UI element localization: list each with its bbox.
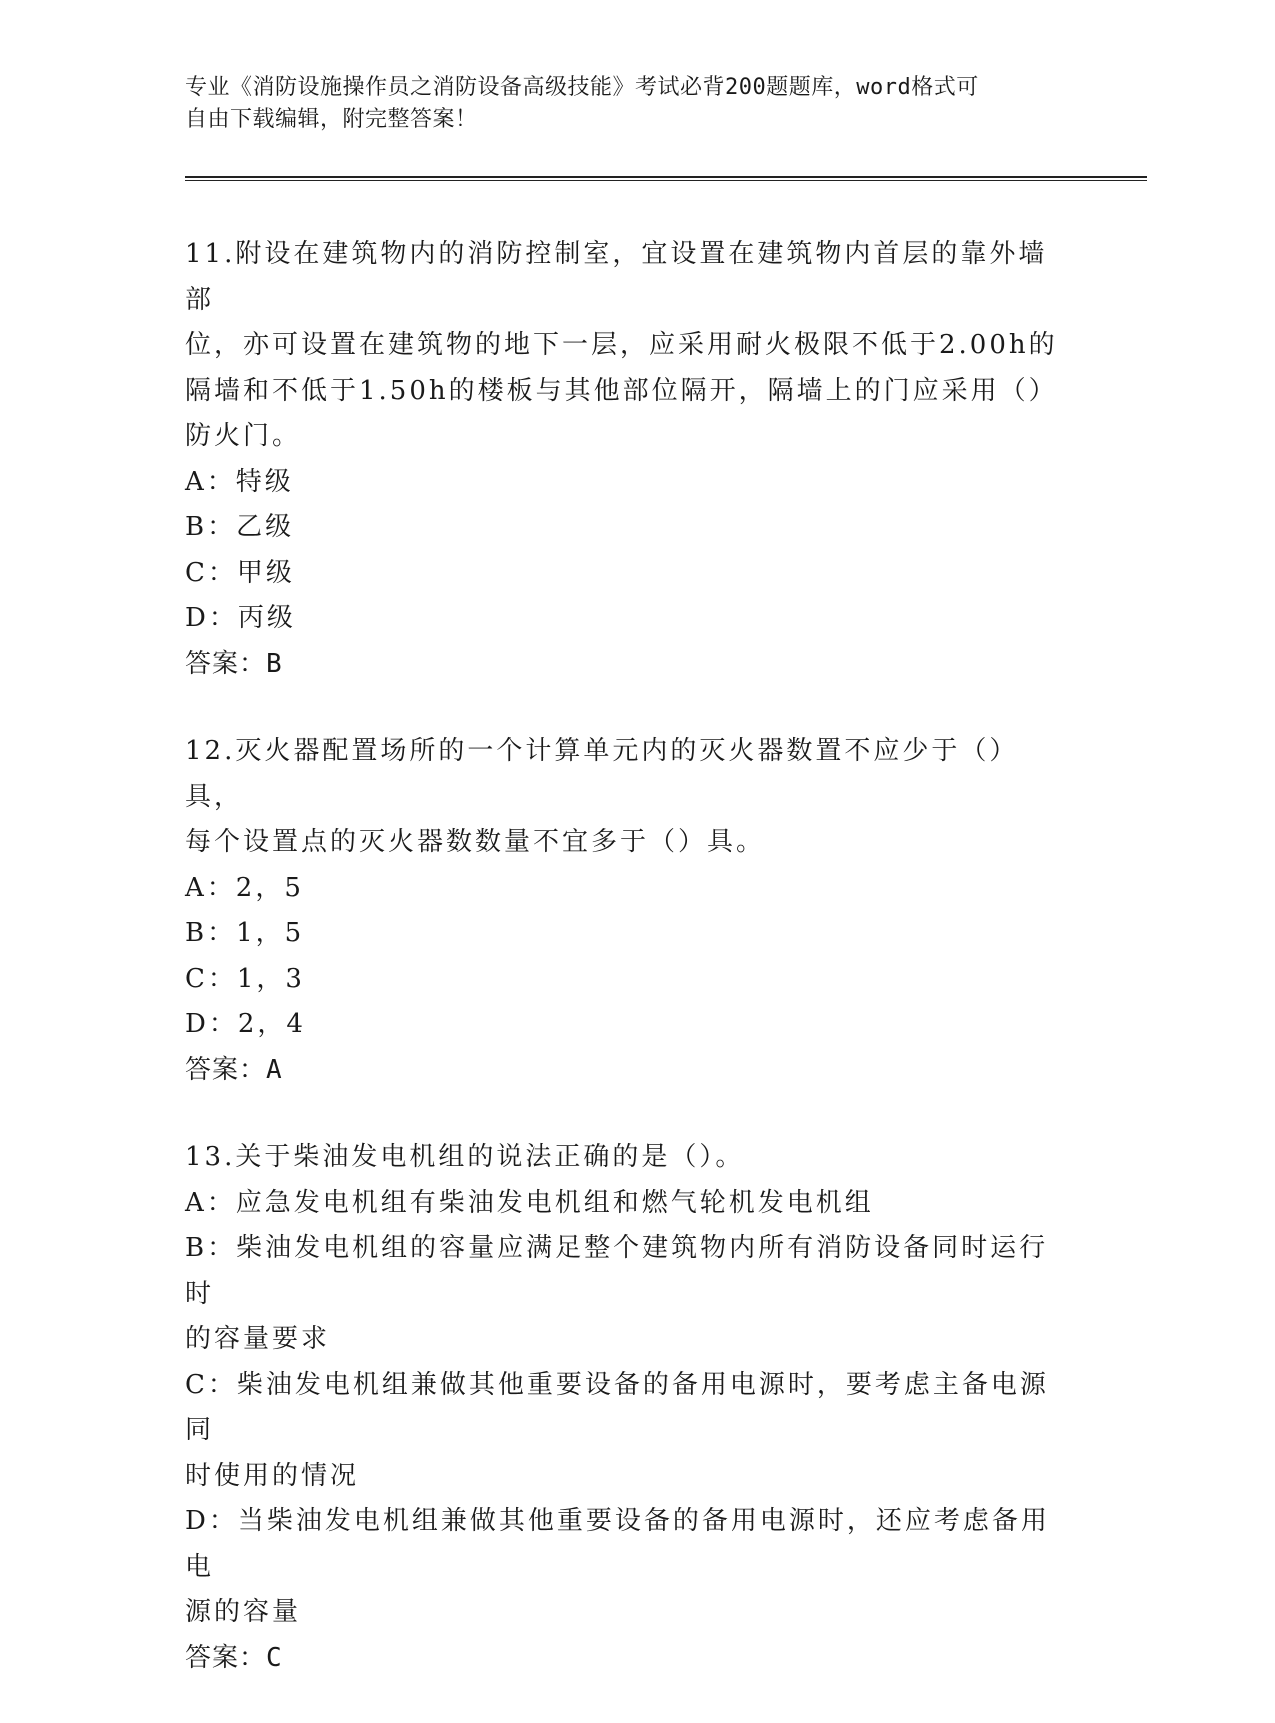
header-line-1: 专业《消防设施操作员之消防设备高级技能》考试必背200题题库，word格式可 <box>185 75 979 100</box>
answer-label: 答案：B <box>185 648 283 679</box>
option-c-continued: 时使用的情况 <box>185 1460 360 1491</box>
question-list <box>185 232 1065 1723</box>
option-b: B：柴油发电机组的容量应满足整个建筑物内所有消防设备同时运行时 <box>185 1233 1049 1309</box>
document-header <box>185 72 1065 136</box>
option-a: A：特级 <box>185 466 294 497</box>
question-text-line: 13.关于柴油发电机组的说法正确的是（）。 <box>185 1142 745 1172</box>
header-divider <box>185 176 1147 178</box>
question-text-line: 每个设置点的灭火器数数量不宜多于（）具。 <box>185 827 766 857</box>
option-b: B：乙级 <box>185 512 295 542</box>
question-text-line: 12.灭火器配置场所的一个计算单元内的灭火器数置不应少于（）具， <box>185 736 1019 812</box>
option-d: D：丙级 <box>185 603 296 633</box>
question-11 <box>185 232 1065 687</box>
header-line-2: 自由下载编辑，附完整答案！ <box>185 107 478 132</box>
question-text-line: 位，亦可设置在建筑物的地下一层，应采用耐火极限不低于2.00h的 <box>185 330 1058 360</box>
option-d: D：当柴油发电机组兼做其他重要设备的备用电源时，还应考虑备用电 <box>185 1506 1050 1582</box>
answer-label: 答案：C <box>185 1642 283 1673</box>
option-b-continued: 的容量要求 <box>185 1324 331 1354</box>
question-13 <box>185 1135 1065 1681</box>
option-d: D：2，4 <box>185 1009 306 1039</box>
question-text-line: 隔墙和不低于1.50h的楼板与其他部位隔开，隔墙上的门应采用（） <box>185 375 1058 406</box>
question-text-line: 防火门。 <box>185 421 302 451</box>
answer-label: 答案：A <box>185 1054 283 1085</box>
option-a: A：2，5 <box>185 872 304 903</box>
option-c: C：柴油发电机组兼做其他重要设备的备用电源时，要考虑主备电源同 <box>185 1369 1049 1445</box>
option-d-continued: 源的容量 <box>185 1597 302 1627</box>
option-c: C：甲级 <box>185 557 295 588</box>
question-12 <box>185 729 1065 1093</box>
question-text-line: 11.附设在建筑物内的消防控制室，宜设置在建筑物内首层的靠外墙部 <box>185 239 1048 315</box>
header-divider-thin <box>185 180 1147 181</box>
option-c: C：1，3 <box>185 963 305 994</box>
option-b: B：1，5 <box>185 918 305 948</box>
option-a: A：应急发电机组有柴油发电机组和燃气轮机发电机组 <box>185 1187 874 1218</box>
